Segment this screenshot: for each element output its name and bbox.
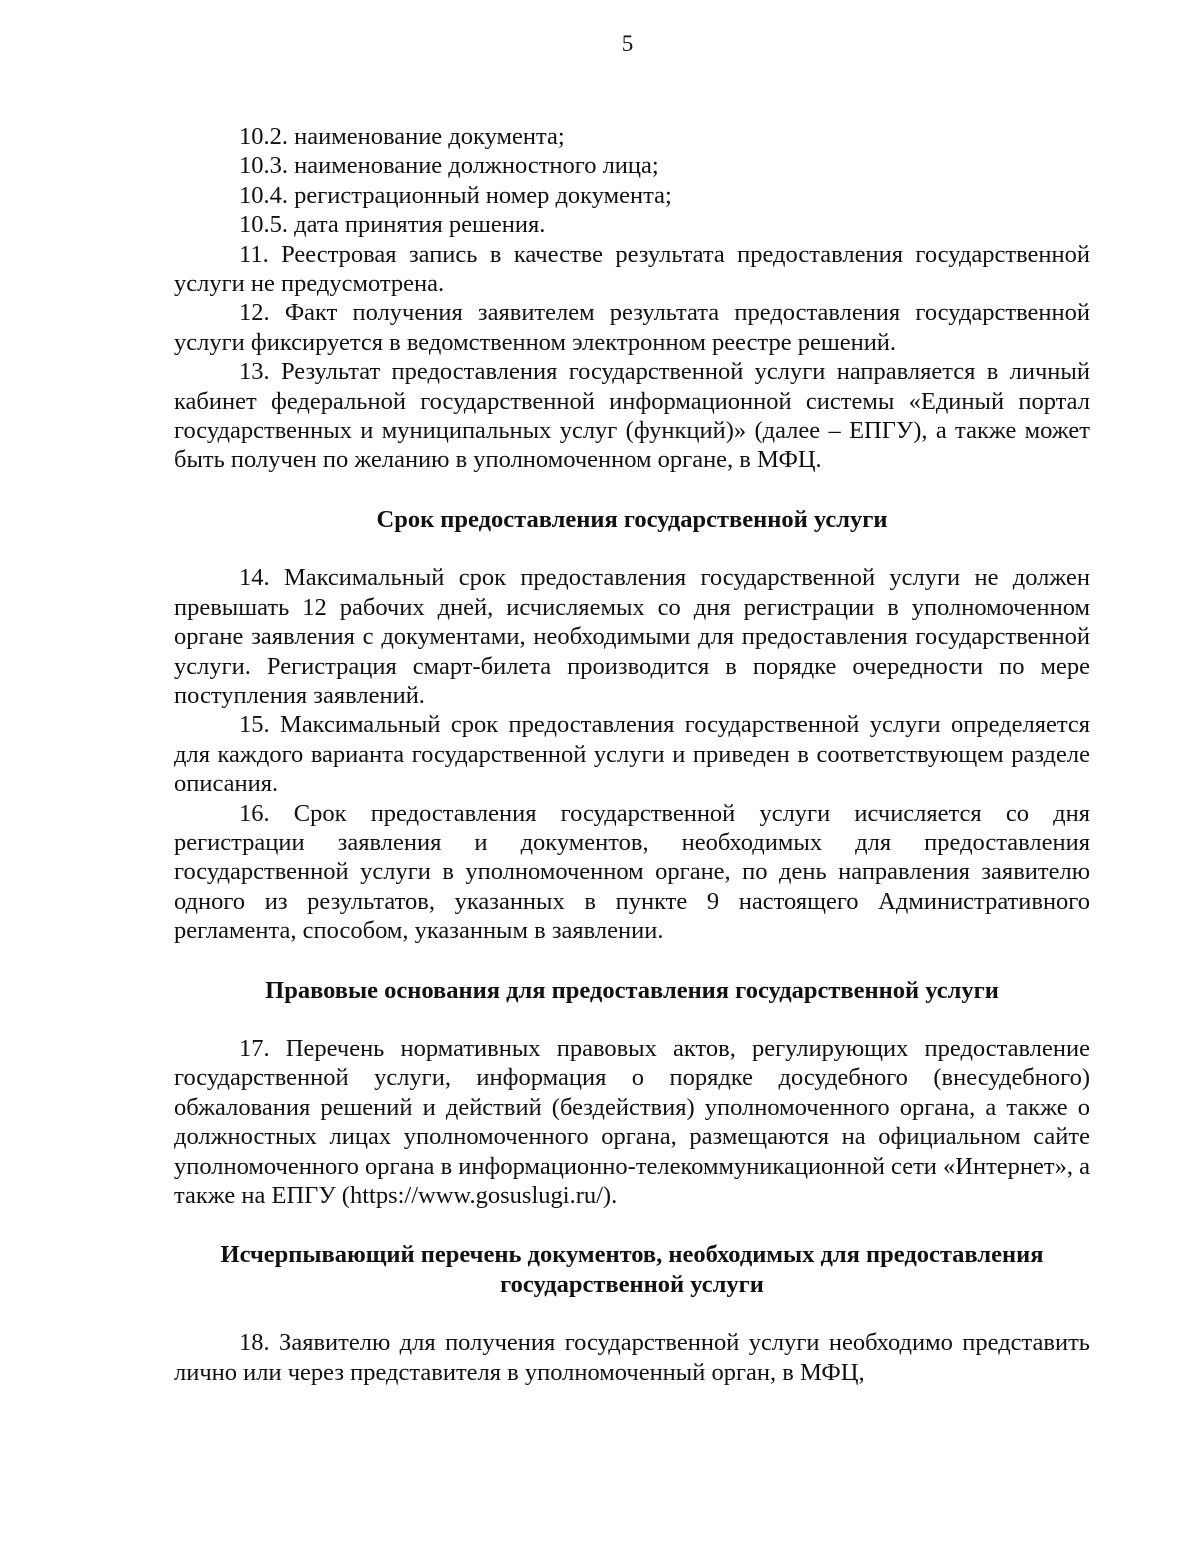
paragraph-18: 18. Заявителю для получения государственной услуги необходимо представить лично или через представителя в уполномоченный орган, в МФЦ, (174, 1329, 1090, 1386)
document-body (174, 122, 1090, 1387)
paragraph-17: 17. Перечень нормативных правовых актов, регулирующих предоставление государственной услуги, информация о порядке досудебного (внесудебного) обжалования решений и действий (бездействия) уполномоченного органа, а также о должностных лицах уполномоченного органа, размещаются на официальном сайте уполномоченного органа в информационно-телекоммуникационной сети «Интернет», а также на ЕПГУ (https://www.gosuslugi.ru/). (174, 1034, 1090, 1209)
paragraph-10-3: 10.3. наименование должностного лица; (239, 152, 659, 180)
paragraph-16: 16. Срок предоставления государственной услуги исчисляется со дня регистрации заявления и документов, необходимых для предоставления государственной услуги в уполномоченном органе, по день направления заявителю одного из результатов, указанных в пункте 9 настоящего Административного регламента, способом, указанным в заявлении. (174, 799, 1090, 945)
heading-documents-line-1: Исчерпывающий перечень документов, необходимых для предоставления (220, 1241, 1044, 1269)
heading-legal-basis: Правовые основания для предоставления государственной услуги (265, 976, 999, 1004)
heading-term: Срок предоставления государственной услуги (376, 505, 888, 533)
paragraph-10-2: 10.2. наименование документа; (239, 123, 565, 150)
paragraph-12: 12. Факт получения заявителем результата предоставления государственной услуги фиксируется в ведомственном электронном реестре решений. (174, 299, 1090, 356)
paragraph-10-4: 10.4. регистрационный номер документа; (239, 181, 672, 209)
paragraph-13: 13. Результат предоставления государственной услуги направляется в личный кабинет федеральной государственной информационной системы «Единый портал государственных и муниципальных услуг (функций)» (далее – ЕПГУ), а также может быть получен по желанию в уполномоченном органе, в МФЦ. (174, 358, 1090, 474)
page-number: 5 (621, 31, 634, 56)
paragraph-10-5: 10.5. дата принятия решения. (239, 211, 546, 239)
heading-documents-line-2: государственной услуги (500, 1270, 764, 1298)
paragraph-14: 14. Максимальный срок предоставления государственной услуги не должен превышать 12 рабочих дней, исчисляемых со дня регистрации в уполномоченном органе заявления с документами, необходимыми для предоставления государственной услуги. Регистрация смарт-билета производится в порядке очередности по мере поступления заявлений. (174, 564, 1090, 709)
paragraph-15: 15. Максимальный срок предоставления государственной услуги определяется для каждого варианта государственной услуги и приведен в соответствующем разделе описания. (174, 711, 1090, 798)
paragraph-11: 11. Реестровая запись в качестве результата предоставления государственной услуги не предусмотрена. (174, 240, 1090, 298)
